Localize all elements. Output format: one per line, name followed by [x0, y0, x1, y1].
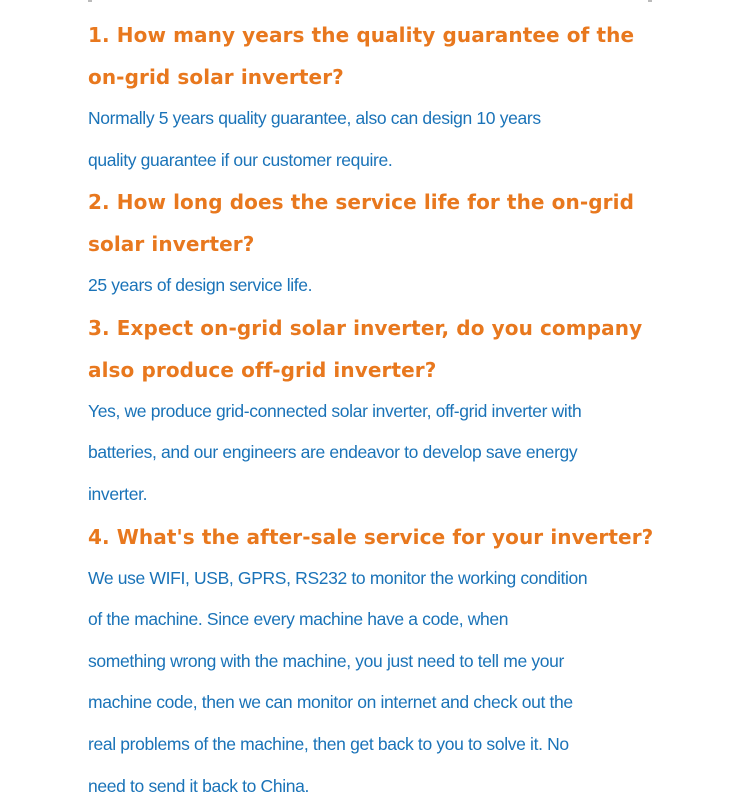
answer-line: batteries, and our engineers are endeavor to develop save energy: [88, 442, 578, 463]
answer-line: We use WIFI, USB, GPRS, RS232 to monitor the working condition: [88, 567, 588, 588]
answer-line: Yes, we produce grid-connected solar inverter, off-grid inverter with: [88, 400, 582, 421]
faq-item-1: [88, 14, 688, 181]
question-line: 3. Expect on-grid solar inverter, do you company: [88, 315, 643, 340]
answer-line: real problems of the machine, then get back to you to solve it. No: [88, 733, 569, 754]
faq-answer-3: [88, 391, 688, 516]
faq-question-1: [88, 14, 688, 98]
answer-line: quality guarantee if our customer require.: [88, 149, 393, 170]
faq-question-2: [88, 181, 688, 265]
faq-question-4: [88, 516, 688, 558]
answer-line: of the machine. Since every machine have a code, when: [88, 609, 509, 630]
answer-line: inverter.: [88, 483, 148, 504]
answer-line: 25 years of design service life.: [88, 275, 313, 296]
top-border-mark-right: [648, 0, 652, 2]
faq-question-3: [88, 307, 688, 391]
question-line: 4. What's the after-sale service for your inverter?: [88, 524, 654, 549]
faq-answer-1: [88, 98, 688, 181]
question-line: 1. How many years the quality guarantee of the: [88, 23, 635, 47]
question-line: also produce off-grid inverter?: [88, 357, 437, 382]
faq-item-4: [88, 516, 688, 808]
top-border-mark-left: [88, 0, 92, 2]
answer-line: machine code, then we can monitor on internet and check out the: [88, 692, 573, 713]
faq-item-3: [88, 307, 688, 516]
faq-answer-2: [88, 265, 688, 307]
faq-answer-4: [88, 558, 688, 808]
faq-document: [88, 14, 688, 807]
question-line: on-grid solar inverter?: [88, 65, 344, 89]
question-line: solar inverter?: [88, 232, 255, 257]
answer-line: need to send it back to China.: [88, 775, 310, 796]
faq-item-2: [88, 181, 688, 307]
answer-line: something wrong with the machine, you just need to tell me your: [88, 650, 564, 671]
answer-line: Normally 5 years quality guarantee, also can design 10 years: [88, 108, 541, 128]
question-line: 2. How long does the service life for the on-grid: [88, 190, 634, 215]
